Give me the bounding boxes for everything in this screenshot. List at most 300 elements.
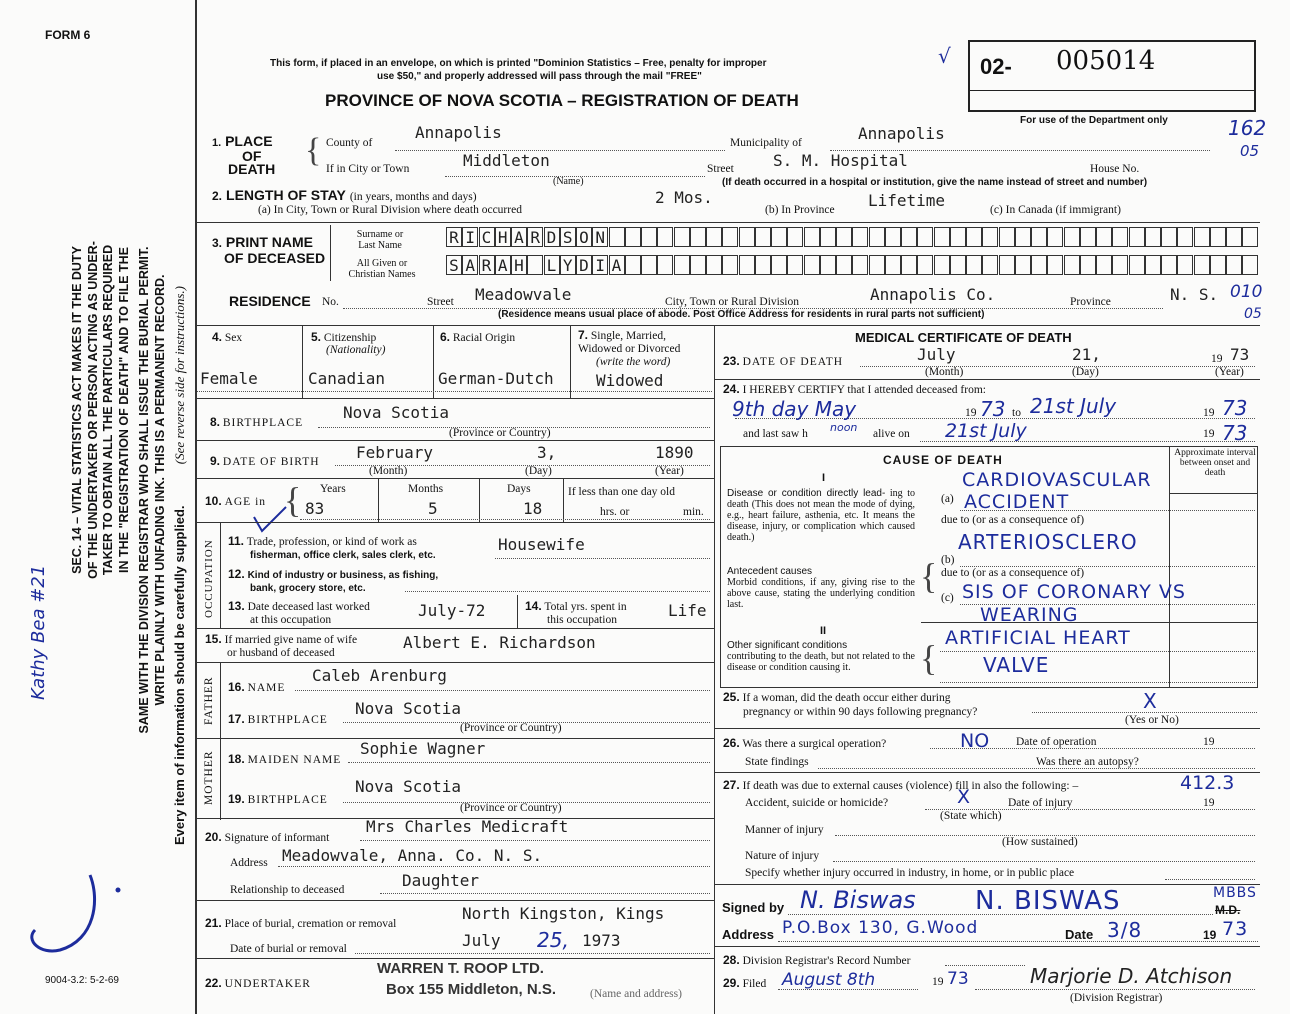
hrs-label: hrs. or <box>600 506 630 518</box>
day-caption: (Day) <box>1072 366 1099 378</box>
name-letter-cell <box>1161 227 1177 247</box>
filed-year: 73 <box>947 969 969 989</box>
envelope-note: use $50," and properly addressed will pass through the mail "FREE" <box>377 71 702 82</box>
residence-province-label: Province <box>1070 296 1111 308</box>
burial-place-label: 21. Place of burial, cremation or removal <box>205 916 397 930</box>
father-birthplace-caption: (Province or Country) <box>460 722 562 734</box>
name-letter-cell <box>722 227 738 247</box>
form-title: PROVINCE OF NOVA SCOTIA – REGISTRATION OF DEATH <box>325 91 799 110</box>
name-letter-cell <box>999 255 1015 275</box>
name-letter-cell <box>641 227 657 247</box>
frame-left-line <box>195 0 197 1014</box>
cause-b-line1: ARTERIOSCLERO <box>958 530 1138 554</box>
name-letter-cell <box>869 227 885 247</box>
name-letter-cell <box>966 227 982 247</box>
operation-date-label: Date of operation <box>1016 736 1097 748</box>
name-letter-cell <box>1015 255 1031 275</box>
interval-label: Approximate interval between onset and death <box>1174 448 1256 478</box>
sex-value: Female <box>200 369 258 388</box>
name-letter-cell <box>820 227 836 247</box>
filed-date: August 8th <box>782 970 876 990</box>
name-letter-cell: H <box>495 227 511 247</box>
physician-address: P.O.Box 130, G.Wood <box>782 918 979 938</box>
name-letter-cell <box>706 227 722 247</box>
month-caption: (Month) <box>925 366 964 378</box>
form-code: 9004-3.2: 5-2-69 <box>45 975 119 986</box>
name-letter-cell <box>690 227 706 247</box>
death-day: 21, <box>1072 345 1101 364</box>
birthplace-label: 8. BIRTHPLACE <box>210 415 304 429</box>
county-value: Annapolis <box>415 123 502 142</box>
cause-b-line2: SIS OF CORONARY VS <box>962 581 1186 603</box>
physician-printed-name: N. BISWAS <box>975 886 1121 916</box>
name-letter-cell <box>1210 227 1226 247</box>
birthplace-value: Nova Scotia <box>343 403 449 422</box>
name-letter-cell: R <box>527 227 543 247</box>
residence-city-label: City, Town or Rural Division <box>665 296 800 308</box>
alive-on: 21st July <box>945 420 1027 442</box>
due-to-label: due to (or as a consequence of) <box>941 567 1085 579</box>
name-letter-cell <box>934 255 950 275</box>
name-letter-cell <box>836 227 852 247</box>
father-side-label: FATHER <box>203 676 215 725</box>
brace: { <box>284 480 302 520</box>
part-two: II <box>820 625 827 637</box>
name-letter-cell <box>674 255 690 275</box>
institution-note: (If death occurred in a hospital or institution, give the name instead of street and number) <box>722 177 1148 188</box>
year-caption: (Year) <box>1215 366 1244 378</box>
cause-c-label: (c) <box>941 592 954 604</box>
name-letter-cell: C <box>479 227 495 247</box>
name-letter-cell <box>706 255 722 275</box>
name-letter-cell: I <box>592 255 608 275</box>
name-letter-cell: N <box>592 227 608 247</box>
residence-street-label: Street <box>427 296 454 308</box>
street-label: Street <box>707 163 734 175</box>
name-letter-cell <box>901 255 917 275</box>
notice-line: IN THE "REGISTRATION OF DEATH" AND TO FILE THE <box>116 247 131 573</box>
year-prefix: 19 <box>1203 407 1215 419</box>
department-only-note: For use of the Department only <box>1020 115 1168 126</box>
residence-label: RESIDENCE <box>229 293 311 309</box>
handwritten-side-note: Kathy Bea #21 <box>28 564 49 700</box>
burial-date-label: Date of burial or removal <box>230 943 347 955</box>
name-letter-cell <box>999 227 1015 247</box>
name-letter-cell <box>966 255 982 275</box>
brace: { <box>920 638 938 678</box>
dob-day: 3, <box>537 443 557 462</box>
last-worked-value: July-72 <box>418 601 486 620</box>
street-value: S. M. Hospital <box>773 151 908 170</box>
dept-code: 05 <box>1240 142 1260 160</box>
father-name-label: 16. NAME <box>228 680 286 694</box>
accident-label: Accident, suicide or homicide? <box>745 797 889 809</box>
name-letter-cell: A <box>609 255 625 275</box>
name-letter-cell <box>1242 227 1258 247</box>
name-letter-cell <box>1161 255 1177 275</box>
name-letter-cell <box>1112 255 1128 275</box>
city-value: Middleton <box>463 151 550 170</box>
age-months: 5 <box>428 499 438 518</box>
cause-a-line1: CARDIOVASCULAR <box>962 469 1152 491</box>
record-prefix: 02- <box>980 54 1012 79</box>
name-letter-cell: A <box>495 255 511 275</box>
residence-no-label: No. <box>322 296 339 308</box>
name-letter-cell <box>1177 255 1193 275</box>
accident-answer: X <box>957 786 971 808</box>
q26-label: 26. Was there a surgical operation? <box>723 736 887 750</box>
death-year: 73 <box>1230 345 1250 364</box>
year-prefix: 19 <box>1211 353 1223 365</box>
length-of-stay-label: 2. LENGTH OF STAY (in years, months and days) <box>212 187 477 203</box>
citizenship-label: 5. Citizenship <box>311 330 377 344</box>
notice-line: SAME WITH THE DIVISION REGISTRAR WHO SHALL ISSUE THE BURIAL PERMIT. <box>137 246 151 734</box>
alive-on-year: 73 <box>1222 421 1248 445</box>
notice-line: WRITE PLAINLY WITH UNFADING INK. THIS IS A PERMANENT RECORD. <box>153 274 167 706</box>
occupation-value: Housewife <box>498 535 585 554</box>
name-letter-cell: S <box>560 227 576 247</box>
name-letter-cell <box>1047 255 1063 275</box>
spouse-label: 15. If married give name of wife or husband of deceased <box>205 632 358 659</box>
name-letter-cell <box>609 227 625 247</box>
address-label: Address <box>722 927 775 942</box>
q14-label: 14. Total yrs. spent in this occupation <box>525 599 627 626</box>
burial-date-month: July <box>462 931 501 950</box>
to-label: to <box>1012 407 1021 419</box>
name-letter-cell <box>787 227 803 247</box>
name-letter-cell <box>527 255 543 275</box>
name-letter-cell: A <box>462 255 478 275</box>
name-letter-cell: R <box>446 227 462 247</box>
year-prefix: 19 <box>1203 428 1215 440</box>
age-label: 10. AGE in <box>205 494 267 508</box>
burial-date-year: 1973 <box>582 931 621 950</box>
name-letter-cell <box>917 255 933 275</box>
name-letter-cell <box>1096 227 1112 247</box>
dob-year: 1890 <box>655 443 694 462</box>
signed-by-label: Signed by <box>722 900 785 915</box>
column-divider <box>714 325 715 1014</box>
name-letter-cell <box>852 227 868 247</box>
name-letter-cell <box>1194 227 1210 247</box>
name-letter-cell: S <box>446 255 462 275</box>
name-letter-cell <box>625 255 641 275</box>
name-letter-cell <box>674 227 690 247</box>
stay-b-label: (b) In Province <box>765 204 835 216</box>
part-one: I <box>822 472 826 484</box>
name-letter-cell <box>1177 227 1193 247</box>
q26-answer: NO <box>960 730 990 752</box>
place-of-death-label: 1. PLACE OF DEATH <box>212 133 276 177</box>
name-letter-cell <box>1047 227 1063 247</box>
attended-from-year: 73 <box>980 397 1006 421</box>
name-letter-cell <box>1145 255 1161 275</box>
mother-birthplace-label: 19. BIRTHPLACE <box>228 792 328 806</box>
residence-province-value: N. S. <box>1170 285 1219 304</box>
nationality-label: (Nationality) <box>326 344 386 356</box>
name-letter-cell <box>885 227 901 247</box>
name-letter-cell <box>722 255 738 275</box>
name-letter-cell: R <box>479 255 495 275</box>
stay-b-value: Lifetime <box>868 191 946 210</box>
name-letter-cell <box>1145 227 1161 247</box>
q13-label: 13. Date deceased last worked at this occupation <box>228 599 370 626</box>
name-letter-cell <box>755 255 771 275</box>
dept-code: 162 <box>1228 116 1267 140</box>
notice-line: TAKER TO OBTAIN ALL THE PARTICULARS REQUIRED <box>101 244 115 576</box>
form-number: FORM 6 <box>45 28 91 42</box>
manner-label: Manner of injury <box>745 824 824 836</box>
relationship-label: Relationship to deceased <box>230 884 345 896</box>
attended-to: 21st July <box>1030 394 1117 418</box>
last-saw-handwritten: noon <box>830 421 858 434</box>
name-letter-cell <box>982 227 998 247</box>
residence-code: 05 <box>1244 306 1262 322</box>
cause-title: CAUSE OF DEATH <box>883 453 1003 467</box>
name-letter-cell <box>950 227 966 247</box>
spouse-value: Albert E. Richardson <box>403 633 596 652</box>
medical-certificate-title: MEDICAL CERTIFICATE OF DEATH <box>855 330 1072 345</box>
dob-month: February <box>356 443 434 462</box>
citizenship-value: Canadian <box>308 369 386 388</box>
name-letter-cell <box>625 227 641 247</box>
name-letter-cell <box>1242 255 1258 275</box>
name-letter-cell <box>1112 227 1128 247</box>
divider <box>195 325 1260 326</box>
registrar-caption: (Division Registrar) <box>1070 992 1163 1004</box>
name-letter-cell <box>950 255 966 275</box>
name-letter-cell <box>1226 255 1242 275</box>
brace: { <box>305 132 322 169</box>
year-prefix: 19 <box>965 407 977 419</box>
name-letter-cell <box>934 227 950 247</box>
name-letter-cell: O <box>576 227 592 247</box>
municipality-label: Municipality of <box>730 137 802 149</box>
city-label: If in City or Town <box>326 163 410 175</box>
q25-label: 25. If a woman, did the death occur either during pregnancy or within 90 days following pregnancy? <box>723 690 978 718</box>
certify-label: 24. I HEREBY CERTIFY that I attended deceased from: <box>723 382 986 396</box>
informant-address-label: Address <box>230 857 268 869</box>
degree-handwritten: MBBS <box>1213 885 1257 901</box>
years-in-occupation-value: Life <box>668 601 707 620</box>
name-letter-cell <box>820 255 836 275</box>
nature-label: Nature of injury <box>745 850 820 862</box>
name-letter-cell <box>901 227 917 247</box>
alive-on-label: alive on <box>873 428 910 440</box>
name-letter-cell <box>1210 255 1226 275</box>
q25-answer: X <box>1143 689 1157 713</box>
mother-name-value: Sophie Wagner <box>360 739 486 758</box>
dob-year-caption: (Year) <box>655 465 684 477</box>
mother-name-label: 18. MAIDEN NAME <box>228 752 342 766</box>
undertaker-caption: (Name and address) <box>590 988 682 1000</box>
envelope-note: This form, if placed in an envelope, on which is printed "Dominion Statistics – Free, penalty for improper <box>270 58 767 69</box>
marital-status-label: 7. Single, Married, Widowed or Divorced (write the word) <box>578 328 681 368</box>
less-than-day-label: If less than one day old <box>568 486 675 498</box>
death-month: July <box>917 345 956 364</box>
name-letter-cell <box>739 255 755 275</box>
stay-a-value: 2 Mos. <box>655 188 713 207</box>
name-letter-cell <box>869 255 885 275</box>
every-item-note: Every item of information should be carefully supplied. <box>172 505 187 845</box>
dob-day-caption: (Day) <box>525 465 552 477</box>
given-names-label: All Given or Christian Names <box>348 258 416 280</box>
county-label: County of <box>326 137 373 149</box>
name-letter-cell <box>1080 227 1096 247</box>
date-of-death-label: 23. DATE OF DEATH <box>723 354 844 368</box>
notice-line: OF THE UNDERTAKER OR PERSON ACTING AS UNDER- <box>85 241 100 579</box>
informant-name: Mrs Charles Medicraft <box>366 817 569 836</box>
residence-code: 010 <box>1230 282 1263 302</box>
racial-origin-value: German-Dutch <box>438 369 554 388</box>
q27-code: 412.3 <box>1180 772 1235 794</box>
state-which-caption: (State which) <box>940 810 1002 822</box>
autopsy-label: Was there an autopsy? <box>1036 756 1139 768</box>
stay-a-label: (a) In City, Town or Rural Division where death occurred <box>258 204 522 216</box>
signature-date: 3/8 <box>1107 918 1143 942</box>
birthplace-caption: (Province or Country) <box>449 427 551 439</box>
physician-signature: N. Biswas <box>800 886 916 914</box>
name-letter-cell <box>804 227 820 247</box>
father-name-value: Caleb Arenburg <box>312 666 447 685</box>
q28-label: 28. Division Registrar's Record Number <box>723 953 911 967</box>
brace: { <box>920 556 938 596</box>
name-letter-cell <box>657 255 673 275</box>
name-letter-cell <box>804 255 820 275</box>
burial-date-day: 25, <box>537 928 569 952</box>
name-letter-cell <box>739 227 755 247</box>
cause-b-label: (b) <box>941 554 955 566</box>
attended-from: 9th day May <box>732 397 857 421</box>
sex-label: 4. Sex <box>212 330 243 344</box>
name-caption: (Name) <box>553 176 584 187</box>
house-no-label: House No. <box>1090 163 1140 175</box>
name-letter-cell <box>1226 227 1242 247</box>
informant-address: Meadowvale, Anna. Co. N. S. <box>282 846 543 865</box>
name-letter-cell: D <box>544 227 560 247</box>
days-label: Days <box>507 483 531 495</box>
name-letter-cell: A <box>511 227 527 247</box>
name-letter-cell: L <box>544 255 560 275</box>
name-letter-cell: D <box>576 255 592 275</box>
see-reverse-note: (See reverse side for instructions.) <box>172 286 187 465</box>
record-number: 005014 <box>1056 46 1156 76</box>
name-letter-cell <box>690 255 706 275</box>
name-letter-cell <box>1064 227 1080 247</box>
dob-label: 9. DATE OF BIRTH <box>210 454 320 468</box>
attended-to-year: 73 <box>1222 396 1248 420</box>
how-sustained-caption: (How sustained) <box>1002 836 1078 848</box>
name-letter-cell <box>917 227 933 247</box>
undertaker-stamp: Box 155 Middleton, N.S. <box>386 981 557 998</box>
marital-status-value: Widowed <box>596 371 664 390</box>
notice-line: SEC. 14 – VITAL STATISTICS ACT MAKES IT THE DUTY <box>70 246 84 574</box>
injury-date-label: Date of injury <box>1008 797 1073 809</box>
year-prefix: 19 <box>932 976 944 988</box>
date-label: Date <box>1065 927 1094 942</box>
check-mark-icon <box>250 505 290 535</box>
min-label: min. <box>683 506 704 518</box>
residence-city-value: Annapolis Co. <box>870 285 996 304</box>
cause-a-line2: ACCIDENT <box>964 491 1070 513</box>
direct-cause-instructions: Disease or condition directly lead- ing to death (This does not mean the mode of dying, e.g., heart failure, asthenia, etc. It means the disease, injury, or complication which caused death.) <box>727 488 916 543</box>
name-letter-cell <box>1194 255 1210 275</box>
dob-month-caption: (Month) <box>369 465 408 477</box>
relationship-value: Daughter <box>402 871 480 890</box>
check-mark: √ <box>938 44 951 68</box>
md-label: M.D. <box>1215 903 1241 917</box>
age-days: 18 <box>523 499 543 518</box>
stay-c-label: (c) In Canada (if immigrant) <box>990 204 1121 216</box>
q29-label: 29. Filed <box>723 976 767 990</box>
name-letter-cell <box>771 255 787 275</box>
other-line1: ARTIFICIAL HEART <box>945 627 1131 649</box>
name-letter-cell <box>982 255 998 275</box>
surname-label: Surname or Last Name <box>356 229 404 251</box>
signature-year: 73 <box>1222 918 1249 940</box>
cause-a-label: (a) <box>941 493 954 505</box>
name-letter-cell <box>1031 255 1047 275</box>
record-number-box <box>968 40 1256 112</box>
mother-birthplace-caption: (Province or Country) <box>460 802 562 814</box>
undertaker-label: 22. UNDERTAKER <box>205 976 311 990</box>
informant-label: 20. Signature of informant <box>205 830 330 844</box>
name-letter-cell <box>1129 255 1145 275</box>
name-letter-cell <box>755 227 771 247</box>
name-letter-cell <box>1080 255 1096 275</box>
name-letter-cell: Y <box>560 255 576 275</box>
residence-street-value: Meadowvale <box>475 285 572 304</box>
other-conditions-instructions: Other significant conditions contributing to the death, but not related to the disease or condition causing it. <box>727 640 915 673</box>
mother-birthplace-value: Nova Scotia <box>355 777 461 796</box>
name-letter-cell <box>1129 227 1145 247</box>
year-prefix: 19 <box>1203 797 1215 809</box>
name-letter-cell <box>1096 255 1112 275</box>
specify-label: Specify whether injury occurred in industry, in home, or in public place <box>745 867 1075 879</box>
cause-c-line1: WEARING <box>980 604 1079 626</box>
municipality-value: Annapolis <box>858 124 945 143</box>
name-letter-cell <box>885 255 901 275</box>
months-label: Months <box>408 483 444 495</box>
name-letter-cell <box>657 227 673 247</box>
name-letter-cell: H <box>511 255 527 275</box>
name-letter-cell <box>1031 227 1047 247</box>
burial-place-value: North Kingston, Kings <box>462 904 665 923</box>
years-label: Years <box>320 483 346 495</box>
other-line2: VALVE <box>983 653 1050 677</box>
name-letter-cell <box>836 255 852 275</box>
print-name-label: 3. PRINT NAME OF DECEASED <box>212 234 326 266</box>
age-years: 83 <box>305 499 325 518</box>
year-prefix: 19 <box>1203 736 1215 748</box>
name-letter-cell <box>787 255 803 275</box>
racial-origin-label: 6. Racial Origin <box>440 330 516 344</box>
last-saw-label: and last saw h <box>743 428 808 440</box>
name-letter-cell <box>771 227 787 247</box>
year-prefix: 19 <box>1203 928 1217 942</box>
margin-handwritten-mark <box>20 860 130 960</box>
name-letter-cell: I <box>462 227 478 247</box>
findings-label: State findings <box>745 756 809 768</box>
antecedent-instructions: Antecedent causes Morbid conditions, if any, giving rise to the above cause, stating the underlying condition last. <box>727 566 915 610</box>
yes-or-no-caption: (Yes or No) <box>1125 714 1179 726</box>
q27-label: 27. If death was due to external causes (violence) fill in also the following: – <box>723 778 1079 792</box>
name-letter-cell <box>1064 255 1080 275</box>
registrar-signature: Marjorie D. Atchison <box>1030 964 1233 988</box>
father-birthplace-label: 17. BIRTHPLACE <box>228 712 328 726</box>
father-birthplace-value: Nova Scotia <box>355 699 461 718</box>
mother-side-label: MOTHER <box>203 750 215 805</box>
